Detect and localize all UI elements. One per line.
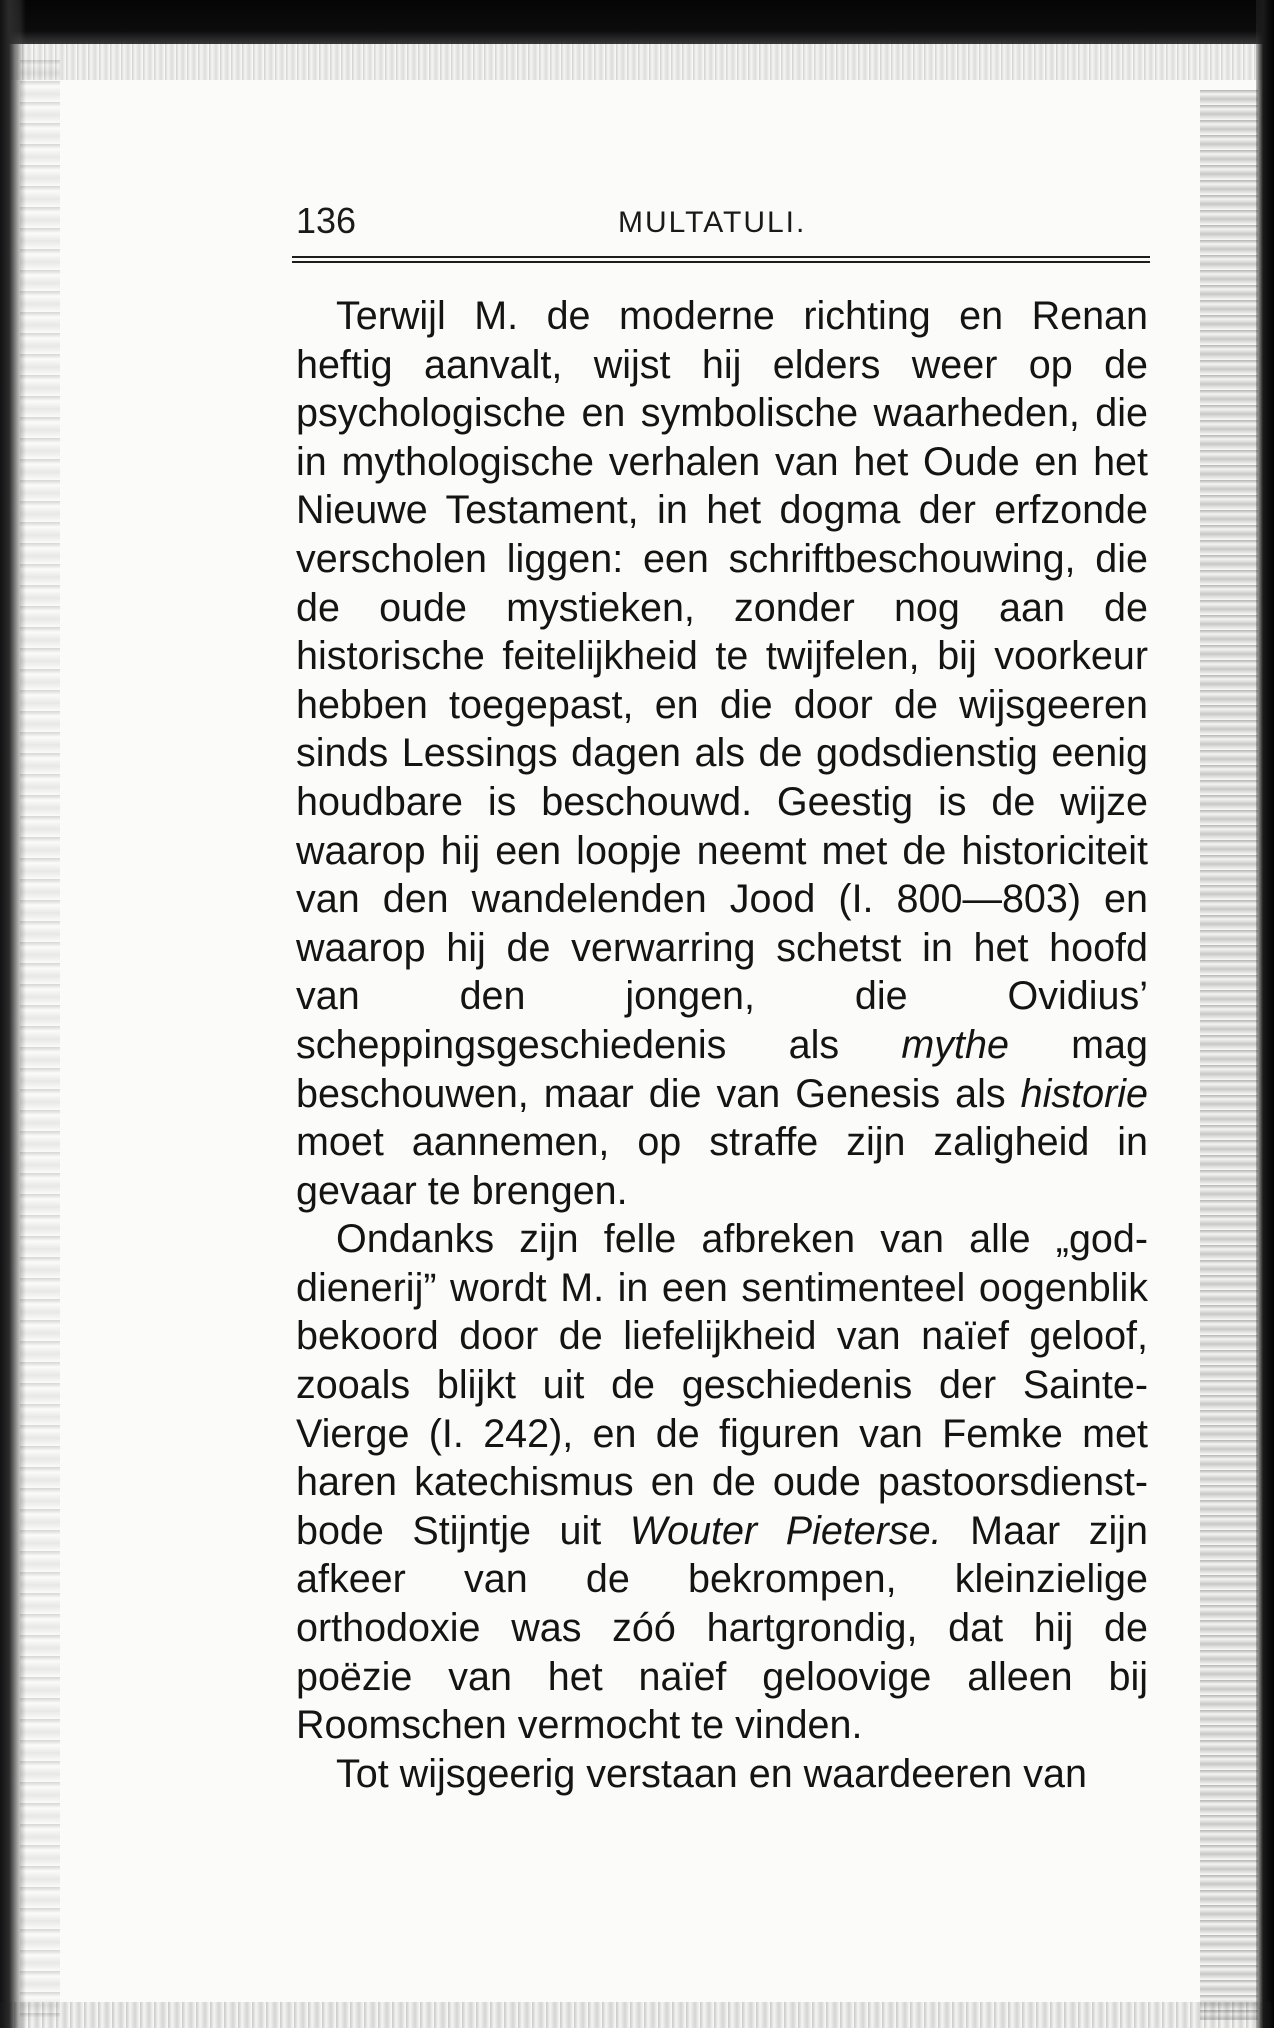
paragraph-1-text-b: mag beschouwen, maar die van Genesis als bbox=[296, 1022, 1148, 1116]
scan-edge-top bbox=[0, 0, 1274, 44]
paragraph-1-text-a: Terwijl M. de moderne richting en Renan heftig aanvalt, wijst hij elders weer op de psychologische en symbolische waarheden, die in mythologische verhalen van het Oude en het Nieuwe Testament, in het dogma der erfzonde verscholen liggen: een schriftbeschouwing, die de oude mystieken, zonder nog aan de historische feitelijkheid te twijfelen, bij voorkeur hebben toegepast, en die door de wijsgeeren sinds Lessings dagen als de godsdienstig eenig houdbare is beschouwd. Geestig is de wijze waarop hij een loopje neemt met de historiciteit van den wandelenden Jood (I. 800—803) en waarop hij de verwarring schetst in het hoofd van den jongen, die Ovidius’ scheppingsgeschiedenis als bbox=[296, 294, 1148, 1067]
page-number: 136 bbox=[296, 200, 357, 241]
paragraph-2-text-a: Ondanks zijn felle afbreken van alle „goddienerij” wordt M. in een sentimenteel oogenblik bekoord door de liefelijkheid van naïef geloof, zooals blijkt uit de geschiedenis der Sainte-Vierge (I. 242), en de figuren van Femke met haren katechismus en de oude pastoorsdienstbode Stijntje uit bbox=[296, 1217, 1148, 1553]
scan-edge-right-speckle bbox=[1200, 90, 1258, 2020]
header-rule bbox=[292, 256, 1150, 263]
paragraph-1-italic-mythe: mythe bbox=[901, 1022, 1009, 1067]
paragraph-2-text-b: Maar zijn afkeer van de bekrompen, kleinzielige orthodoxie was zóó hartgrondig, dat hij de poëzie van het naïef geloovige alleen bij Roomschen vermocht te vinden. bbox=[296, 1508, 1148, 1748]
paragraph-1-text-c: moet aannemen, op straffe zijn zaligheid in gevaar te brengen. bbox=[296, 1120, 1148, 1213]
page-header bbox=[296, 196, 1148, 246]
text-body bbox=[296, 292, 1148, 1798]
paragraph-2 bbox=[296, 1215, 1148, 1750]
scan-edge-left-speckle bbox=[20, 60, 60, 2020]
paragraph-3-text: Tot wijsgeerig verstaan en waardeeren van bbox=[336, 1751, 1087, 1796]
paragraph-1-italic-historie: historie bbox=[1020, 1071, 1148, 1116]
scan-edge-bottom bbox=[0, 2002, 1274, 2028]
scan-edge-right bbox=[1256, 0, 1274, 2028]
paragraph-2-italic-title: Wouter Pieterse. bbox=[629, 1508, 942, 1553]
paragraph-3 bbox=[296, 1750, 1148, 1799]
paragraph-1 bbox=[296, 292, 1148, 1215]
scan-edge-top-fray bbox=[0, 40, 1274, 80]
running-head: MULTATULI. bbox=[618, 206, 807, 239]
